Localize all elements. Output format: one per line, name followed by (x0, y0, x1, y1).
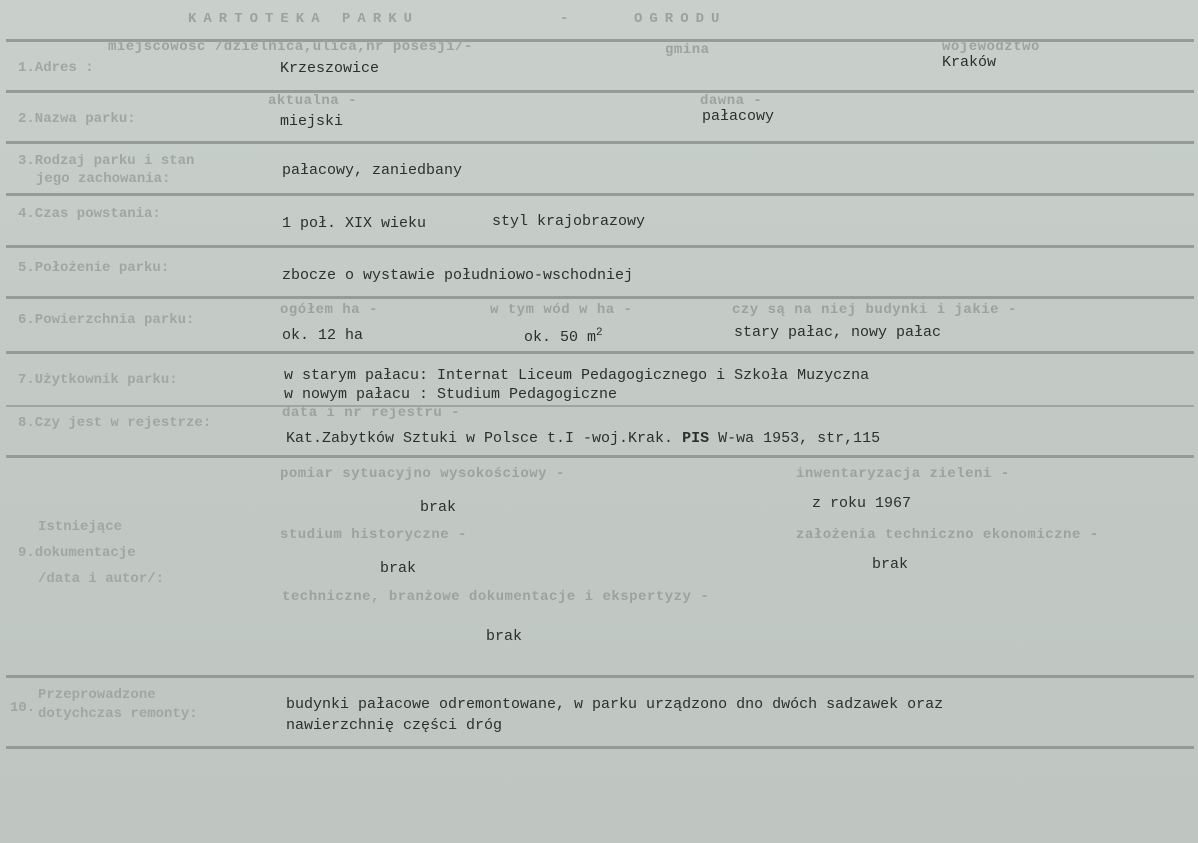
rule-bottom (6, 746, 1194, 749)
greenery-hint: inwentaryzacja zieleni - (796, 466, 1010, 482)
economic-hint: założenia techniczno ekonomiczne - (796, 527, 1099, 543)
area-water-value: ok. 50 $m^2$ (524, 327, 603, 346)
history-value: brak (380, 560, 417, 577)
card-title-dash: - (560, 11, 569, 27)
register-label: 8.Czy jest w rejestrze: (18, 415, 212, 431)
technical-hint: techniczne, branżowe dokumentacje i ekspertyzy - (282, 589, 710, 605)
documentation-label-2: 9.dokumentacje (18, 545, 136, 561)
area-label: 6.Powierzchnia parku: (18, 312, 195, 328)
survey-hint: pomiar sytuacyjno wysokościowy - (280, 466, 565, 482)
documentation-label-3: /data i autor/: (38, 571, 165, 587)
address-commune-hint: gmina (665, 42, 710, 58)
address-location-hint: miejscowość /dzielnica,ulica,nr posesji/- (108, 39, 473, 55)
area-buildings-hint: czy są na niej budynki i jakie - (732, 302, 1017, 318)
greenery-value: z roku 1967 (812, 495, 912, 512)
area-water-exponent: 2 (596, 327, 603, 339)
technical-value: brak (486, 628, 523, 645)
park-name-former-hint: dawna - (700, 93, 763, 109)
survey-value: brak (420, 499, 457, 516)
area-total-hint: ogółem ha - (280, 302, 378, 318)
rule-3 (6, 193, 1194, 196)
creation-period-value: 1 poł. XIX wieku (282, 215, 427, 232)
card-title-right: OGRODU (634, 11, 727, 27)
park-name-current-hint: aktualna - (268, 93, 358, 109)
park-name-current-value: miejski (280, 113, 344, 130)
park-type-label-1: 3.Rodzaj parku i stan (18, 153, 195, 169)
location-value: zbocze o wystawie południowo-wschodniej (282, 267, 634, 284)
repairs-label-number: 10. (10, 700, 36, 716)
area-total-value: ok. 12 ha (282, 327, 364, 344)
rule-2 (6, 141, 1194, 144)
rule-7 (6, 405, 1194, 407)
rule-4 (6, 245, 1194, 248)
address-location-value: Krzeszowice (280, 60, 380, 77)
register-value: Kat.Zabytków Sztuki w Polsce t.I -woj.Krak. PIS W-wa 1953, str,115 (286, 430, 881, 447)
address-label: 1.Adres : (18, 60, 94, 76)
area-buildings-value: stary pałac, nowy pałac (734, 324, 942, 341)
repairs-value-1: budynki pałacowe odremontowane, w parku urządzono dno dwóch sadzawek oraz (286, 696, 944, 713)
economic-value: brak (872, 556, 909, 573)
repairs-label-1: Przeprowadzone (38, 687, 156, 703)
address-province-value: Kraków (942, 54, 997, 71)
repairs-value-2: nawierzchnię części dróg (286, 717, 503, 734)
park-type-label-2: jego zachowania: (36, 171, 171, 187)
rule-1 (6, 90, 1194, 93)
creation-time-label: 4.Czas powstania: (18, 206, 161, 222)
park-type-value: pałacowy, zaniedbany (282, 162, 463, 179)
user-value-2: w nowym pałacu : Studium Pedagogiczne (284, 386, 618, 403)
documentation-label-1: Istniejące (38, 519, 123, 535)
register-hint: data i nr rejestru - (282, 405, 461, 421)
card-title: KARTOTEKA PARKU (188, 11, 420, 27)
park-name-label: 2.Nazwa parku: (18, 111, 136, 127)
rule-6 (6, 351, 1194, 354)
rule-8 (6, 455, 1194, 458)
creation-style-value: styl krajobrazowy (492, 213, 646, 230)
address-province-hint: województwo (942, 39, 1040, 55)
location-label: 5.Położenie parku: (18, 260, 170, 276)
history-hint: studium historyczne - (280, 527, 467, 543)
area-water-hint: w tym wód w ha - (490, 302, 633, 318)
park-name-former-value: pałacowy (702, 108, 775, 125)
repairs-label-2: dotychczas remonty: (38, 706, 198, 722)
user-label: 7.Użytkownik parku: (18, 372, 178, 388)
rule-5 (6, 296, 1194, 299)
user-value-1: w starym pałacu: Internat Liceum Pedagogicznego i Szkoła Muzyczna (284, 367, 870, 384)
rule-9 (6, 675, 1194, 678)
